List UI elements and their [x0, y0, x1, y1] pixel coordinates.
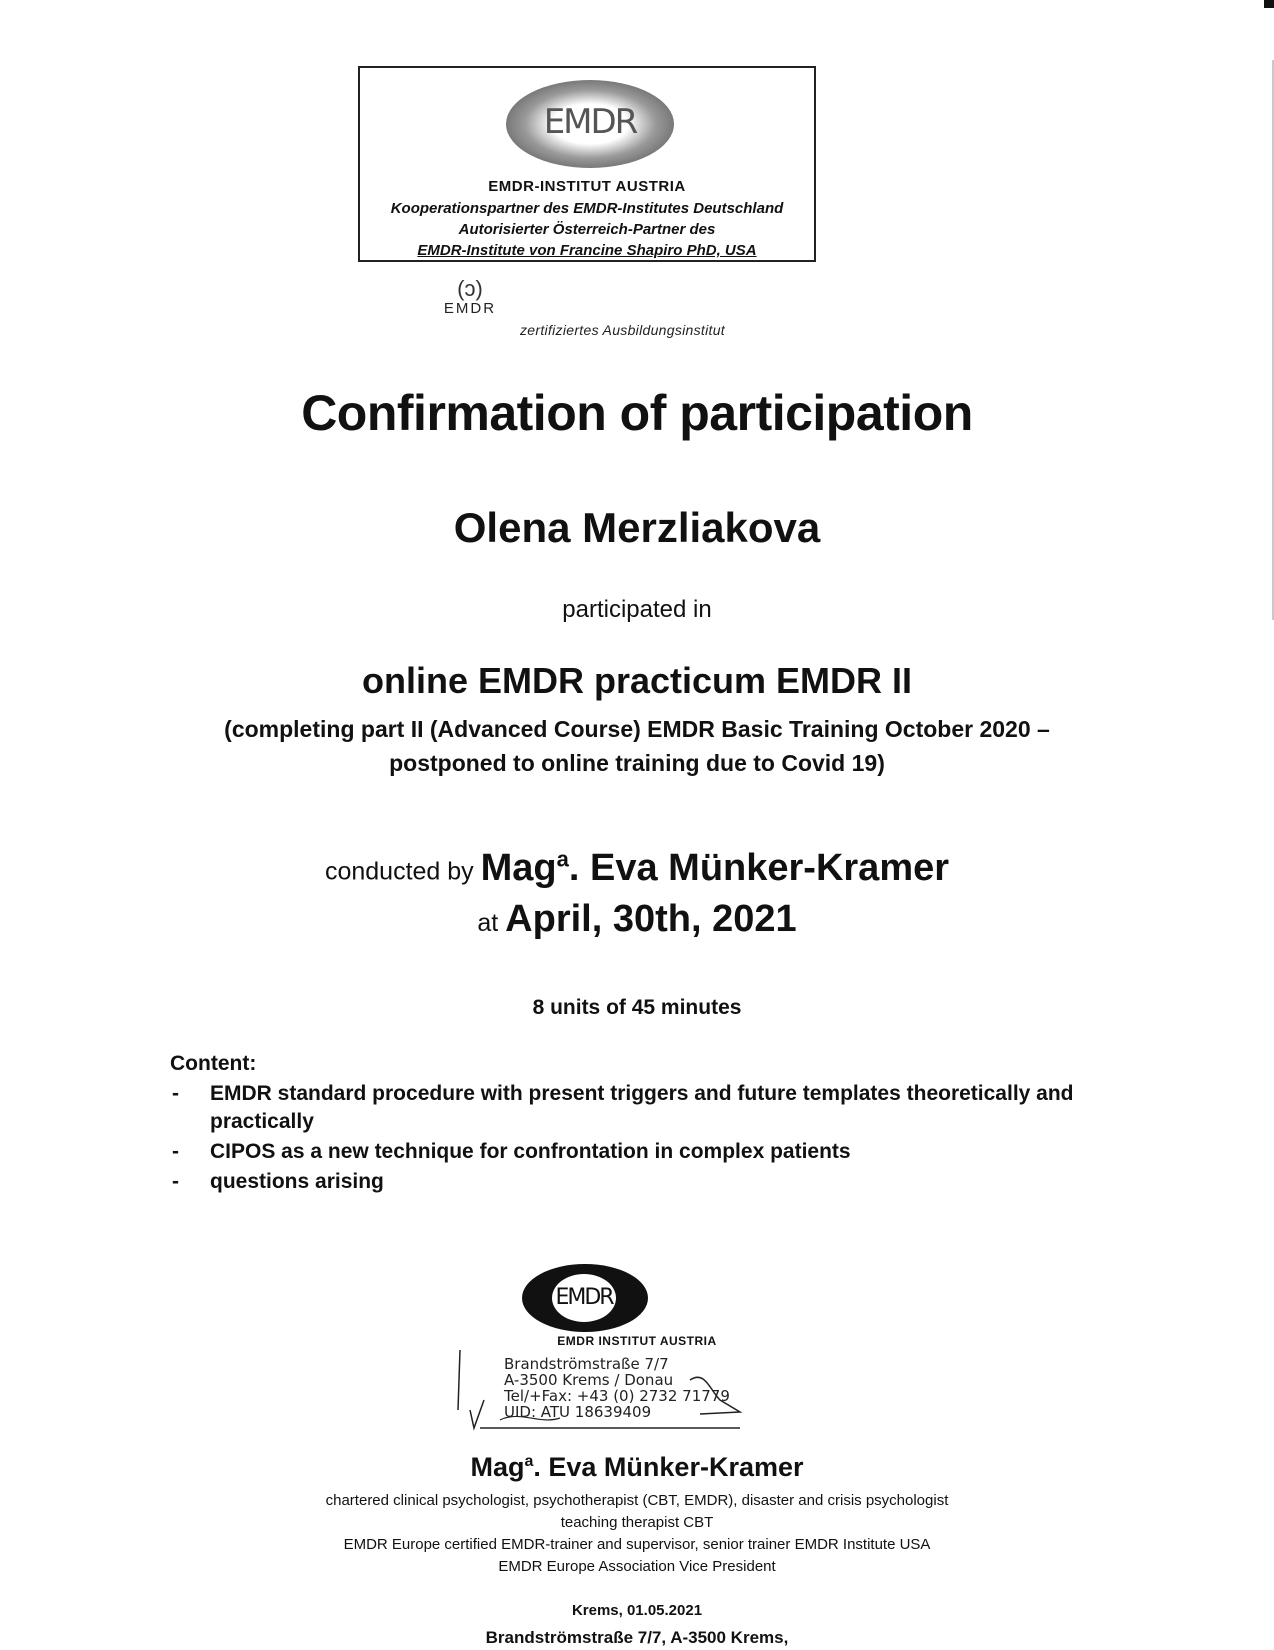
credential-line: EMDR Europe Association Vice President	[498, 1558, 776, 1575]
emdr-logo-icon	[506, 80, 674, 168]
course-detail-line: (completing part II (Advanced Course) EMDR Basic Training October 2020 –	[224, 716, 1050, 742]
credential-line: chartered clinical psychologist, psychotherapist (CBT, EMDR), disaster and crisis psychologist	[325, 1492, 949, 1509]
emdr-logo-text: EMDR	[543, 102, 637, 142]
list-item: - EMDR standard procedure with present triggers and future templates theoretically and practically	[172, 1082, 1074, 1133]
authorized-partner-line: Autorisierter Österreich-Partner des	[458, 221, 716, 238]
stamp-city: A-3500 Krems / Donau	[504, 1371, 674, 1389]
emdr-eye-icon: (ↄ)	[457, 276, 483, 301]
trainer-name: Mag$^a$. Eva Münker-Kramer	[480, 846, 950, 889]
stamp-street: Brandströmstraße 7/7	[504, 1355, 669, 1373]
list-item: - questions arising	[172, 1170, 384, 1193]
scan-corner-mark	[1264, 0, 1274, 8]
course-details	[0, 712, 1274, 780]
certified-institute-text: zertifiziertes Ausbildungsinstitut	[520, 322, 725, 338]
stamp-logo-text: EMDR	[552, 1274, 616, 1322]
signer-name: Mag$^a$. Eva Münker-Kramer	[470, 1452, 804, 1482]
units-text: 8 units of 45 minutes	[532, 996, 742, 1019]
conducted-by-prefix: conducted by	[324, 857, 474, 886]
stamp-phone: Tel/+Fax: +43 (0) 2732 71779	[504, 1387, 730, 1405]
emdr-wordmark: EMDR	[443, 300, 497, 317]
course-name: online EMDR practicum EMDR II	[361, 660, 913, 701]
at-prefix: at	[477, 909, 499, 937]
stamp-institute: EMDR INSTITUT AUSTRIA	[557, 1334, 717, 1348]
conducted-by-line	[0, 846, 1274, 890]
place-date: Krems, 01.05.2021	[571, 1602, 703, 1619]
content-label: Content:	[170, 1052, 257, 1075]
participant-name: Olena Merzliakova	[453, 504, 821, 551]
date-line	[0, 898, 1274, 941]
cooperation-line: Kooperationspartner des EMDR-Institutes Deutschland	[390, 200, 784, 217]
content-section	[170, 1052, 1090, 1198]
emdr-small-logo	[430, 278, 510, 326]
signer-credentials	[0, 1490, 1274, 1578]
page-title: Confirmation of participation	[301, 385, 973, 441]
footer-address: Brandströmstraße 7/7, A-3500 Krems,	[485, 1628, 789, 1647]
participated-in-text: participated in	[562, 596, 712, 623]
signature-icon	[440, 1350, 760, 1460]
credential-line: EMDR Europe certified EMDR-trainer and supervisor, senior trainer EMDR Institute USA	[343, 1536, 931, 1553]
institute-header-box	[358, 66, 816, 262]
stamp-uid: UID: ATU 18639409	[504, 1403, 652, 1421]
shapiro-institute-line: EMDR-Institute von Francine Shapiro PhD, USA	[417, 242, 757, 259]
list-item: - CIPOS as a new technique for confrontation in complex patients	[172, 1140, 851, 1163]
stamp-logo-icon	[522, 1264, 648, 1332]
institute-name: EMDR-INSTITUT AUSTRIA	[488, 178, 686, 195]
course-detail-line: postponed to online training due to Covid 19)	[389, 750, 885, 776]
content-list	[170, 1080, 1090, 1196]
training-date: April, 30th, 2021	[505, 898, 797, 940]
credential-line: teaching therapist CBT	[560, 1514, 714, 1531]
